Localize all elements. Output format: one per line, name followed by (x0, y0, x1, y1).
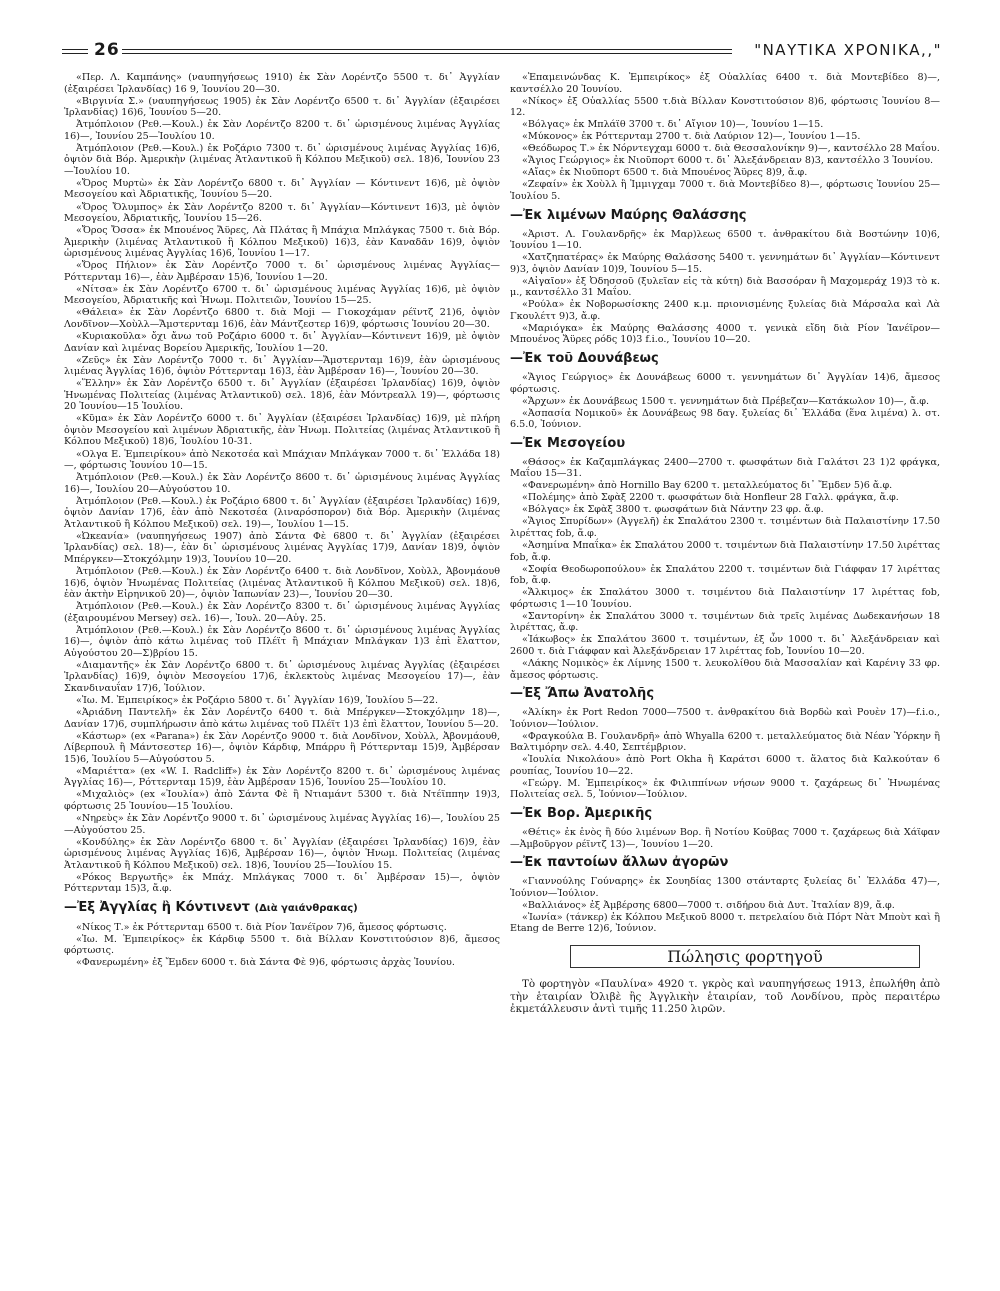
listing-paragraph: «Ἀριάδνη Παντελῆ» ἐκ Σὰν Λορέντζο 6400 τ. διὰ Μπέργκεν—Στοκχόλμην 18)—, Δανίαν 17)6, συμπλήρωσιν ἀπὸ κάτω λιμένας τοῦ Πλέϊτ 1)3 ἐπὶ ἔλαττον, Ἰουνίου 5—20. (64, 707, 500, 730)
listing-paragraph: «Ἰάκωβος» ἐκ Σπαλάτου 3600 τ. τσιμέντων, ἐξ ὧν 1000 τ. δι᾽ Ἀλεξάνδρειαν καὶ 2600 τ. διὰ Γιάφφαν καὶ Ἀλεξάνδρειαν 17 λιρέττας fob, Ἰουνίου 10—20. (510, 634, 940, 657)
listing-paragraph: «Βιργινία Σ.» (ναυπηγήσεως 1905) ἐκ Σὰν Λορέντζο 6500 τ. δι᾽ Ἀγγλίαν (ἐξαιρέσει Ἰρλανδίας) 16)6, Ἰουνίου 5—20. (64, 95, 500, 119)
listing-paragraph: «Ρόκος Βεργωτῆς» ἐκ Μπάχ. Μπλάγκας 7000 τ. δι᾽ Ἀμβέρσαν 15)—, ὀψιὸν Ρόττερνταμ 15)3, ἄ.φ. (64, 871, 500, 895)
listing-paragraph: «Αἰγαῖον» ἐξ Ὀδησσοῦ (ξυλεῖαν εἰς τὰ κύτη) διὰ Βασσόραν ἢ Μαχομεράχ 19)3 τὸ κ. μ., καντσέλλο 31 Μαΐου. (510, 275, 940, 299)
listing-paragraph: «Ὄρος Μυρτὼ» ἐκ Σὰν Λορέντζο 6800 τ. δι᾽ Ἀγγλίαν — Κόντινεντ 16)6, μὲ ὀψιὸν Μεσογείου καὶ Ἀδριατικῆς, Ἰουνίου 5—20. (64, 177, 500, 201)
listing-paragraph: Ἀτμόπλοιον (Ρεθ.—Κουλ.) ἐκ Σὰν Λορέντζο 6400 τ. διὰ Λονδῖνον, Χοὺλλ, Ἀβονμάουθ 16)6, ὀψιὸν Ἡνωμένας Πολιτείας (λιμένας Ἀτλαντικοῦ ἢ Κόλπου Μεξικοῦ) σελ. 18)6, ἐὰν ἀκτὴν Εἰρηνικοῦ 20)—, ὀψιὸν Ἰαπωνίαν 23)—, Ἰουνίου 20—30. (64, 565, 500, 601)
listing-paragraph: «Περ. Λ. Καμπάνης» (ναυπηγήσεως 1910) ἐκ Σὰν Λορέντζο 5500 τ. δι᾽ Ἀγγλίαν (ἐξαιρέσει Ἰρλανδίας) 16 9, Ἰουνίου 20—30. (64, 72, 500, 95)
listing-paragraph: «Νηρεὺς» ἐκ Σὰν Λορέντζο 9000 τ. δι᾽ ὡρισμένους λιμένας Ἀγγλίας 16)—, Ἰουλίου 25—Αὐγούστου 25. (64, 812, 500, 836)
listing-paragraph: «Ζεφαίν» ἐκ Χοὺλλ ἢ Ἰμμιγχαμ 7000 τ. διὰ Μοντεβίδεο 8)—, φόρτωσις Ἰουνίου 25—Ἰουλίου 5. (510, 179, 940, 202)
listing-paragraph: «Μιχαλιὸς» (ex «Ἰουλία») ἀπὸ Σάντα Φὲ ἢ Ντιαμάντ 5300 τ. διὰ Ντέϊππην 19)3, φόρτωσις 25 Ἰουνίου—15 Ἰουλίου. (64, 789, 500, 812)
left-listing (64, 72, 500, 895)
sale-paragraph: Τὸ φορτηγὸν «Παυλίνα» 4920 τ. γκρὸς καὶ ναυπηγήσεως 1913, ἐπωλήθη ἀπὸ τὴν ἑταιρίαν Ὀλιβὲ ἢς Ἀγγλικὴν ἑταιρίαν, τοῦ Λονδίνου, πρὸς περαιτέρω ἐκμετάλλευσιν ἀντὶ τιμῆς 11.250 λιρῶν. (510, 978, 940, 1016)
header-rule-middle (122, 49, 732, 54)
listing-paragraph: «Γεώργ. Μ. Ἐμπειρίκος» ἐκ Φιλιππίνων νήσων 9000 τ. ζαχάρεως δι᾽ Ἡνωμένας Πολιτείας σελ. 5, Ἰούνιον—Ἰούλιον. (510, 777, 940, 801)
listing-paragraph: Ἀτμόπλοιον (Ρεθ.—Κουλ.) ἐκ Ροζάριο 7300 τ. δι᾽ ὡρισμένους λιμένας Ἀγγλίας 16)6, ὀψιὸν διὰ Βόρ. Ἀμερικὴν (λιμένας Ἀτλαντικοῦ ἢ Κόλπου Μεξικοῦ) σελ. 18)6, Ἰουνίου 23—Ἰουλίου 10. (64, 142, 500, 177)
left-section-listing (64, 922, 500, 969)
section-heading: —Ἐκ Μεσογείου (510, 435, 626, 451)
listing-paragraph: Ἀτμόπλοιον (Ρεθ.—Κουλ.) ἐκ Σὰν Λορέντζο 8600 τ. δι᾽ ὡρισμένους λιμένας Ἀγγλίας 16)—, ὀψιὸν ἀπὸ κάτω λιμένας τοῦ Πλέϊτ ἢ Μπάχιαν Μπλάγκαν 1)3 ἐπὶ ἔλαττον, Αὐγούστου 20—Σ)βρίου 15. (64, 624, 500, 659)
section-heading: —Ἐξ Ἀγγλίας ἢ Κόντινεντ (Διὰ γαιάνθρακας) (64, 899, 358, 915)
listing-paragraph: «Θεόδωρος Τ.» ἐκ Νόρντεγχαμ 6000 τ. διὰ Θεσσαλονίκην 9)—, καντσέλλο 28 Μαΐου. (522, 143, 940, 155)
listing-paragraph: «Ὠκεανία» (ναυπηγήσεως 1907) ἀπὸ Σάντα Φὲ 6800 τ. δι᾽ Ἀγγλίαν (ἐξαιρέσει Ἰρλανδίας) σελ. 18)—, ἐὰν δι᾽ ὡρισμένους λιμένας Ἀγγλίας 17)9, Δανίαν 18)9, ὀψιὸν Μπέργκεν—Στοκχόλμην 19)3, Ἰουνίου 10—20. (64, 530, 500, 565)
listing-paragraph: «Μαριέττα» (ex «W. I. Radcliff») ἐκ Σὰν Λορέντζο 8200 τ. δι᾽ ὡρισμένους λιμένας Ἀγγλίας 16)—, Ρόττερνταμ 15)9, ἐὰν Ἀμβέρσαν 15)6, Ἰουνίου 25—Ἰουλίου 10. (64, 765, 500, 789)
listing-paragraph: «Βόλγας» ἐκ Μπλάϊθ 3700 τ. δι᾽ Αἴγιον 10)—, Ἰουνίου 1—15. (522, 119, 824, 131)
listing-paragraph: «Ἕλλην» ἐκ Σὰν Λορέντζο 6500 τ. δι᾽ Ἀγγλίαν (ἐξαιρέσει Ἰρλανδίας) 16)9, ὀψιὸν Ἡνωμένας Πολιτείας (λιμένας Ἀτλαντικοῦ) σελ. 18)6, ἐὰν Μόντρεαλλ 19)—, φόρτωσις 20 Ἰουνίου—15 Ἰουλίου. (64, 378, 500, 413)
listing-paragraph: «Θάσος» ἐκ Καζαμπλάγκας 2400—2700 τ. φωσφάτων διὰ Γαλάτσι 23 1)2 φράγκα, Μαΐου 15—31. (510, 456, 940, 480)
listing-paragraph: Ἀτμόπλοιον (Ρεθ.—Κουλ.) ἐκ Σὰν Λορέντζο 8300 τ. δι᾽ ὡρισμένους λιμένας Ἀγγλίας (ἐξαιρουμένου Mersey) σελ. 16)—, Ἰουλ. 20—Αὐγ. 25. (64, 601, 500, 624)
listing-paragraph: «Θέτις» ἐκ ἑνὸς ἢ δύο λιμένων Βορ. ἢ Νοτίου Κοῦβας 7000 τ. ζαχάρεως διὰ Χάϊφαν—Ἀμβοῦργον ρέϊντζ 13)—, Ἰουνίου 1—20. (510, 826, 940, 850)
listing-paragraph: «Ἀριστ. Λ. Γουλανδρῆς» ἐκ Μαρ)λεως 6500 τ. ἀνθρακίτου διὰ Βοστώνην 10)6, Ἰουνίου 1—10. (510, 228, 940, 252)
listing-paragraph: «Βαλλιάνος» ἐξ Ἀμβέρσης 6800—7000 τ. σιδήρου διὰ Δυτ. Ἰταλίαν 8)9, ἄ.φ. (522, 899, 895, 911)
listing-paragraph: «Ἰωνία» (τάνκερ) ἐκ Κόλπου Μεξικοῦ 8000 τ. πετρελαίου διὰ Πόρτ Νὰτ Μποὺτ καὶ ἢ Etang de Berre 12)6, Ἰούνιον. (510, 911, 940, 935)
listing-paragraph: «Αἴας» ἐκ Νιοῦπορτ 6500 τ. διὰ Μπουένος Ἄϋρες 8)9, ἄ.φ. (522, 167, 808, 179)
page-header (62, 40, 942, 62)
listing-paragraph: «Κονδύλης» ἐκ Σὰν Λορέντζο 6800 τ. δι᾽ Ἀγγλίαν (ἐξαιρέσει Ἰρλανδίας) 16)9, ἐὰν ὡρισμένους λιμένας Ἀγγλίας 16)6, Ἀμβέρσαν 16)—, ὀψιὸν Ἡνωμ. Πολιτείας (λιμένας Ἀτλαντικοῦ ἢ Κόλπου Μεξικοῦ) σελ. 18)6, Ἰουνίου 25—Ἰουλίου 15. (64, 836, 500, 871)
listing-paragraph: «Ὄρος Ὄσσα» ἐκ Μπουένος Ἄϋρες, Λὰ Πλάτας ἢ Μπάχια Μπλάγκας 7500 τ. διὰ Βόρ. Ἀμερικὴν (λιμένας Ἀτλαντικοῦ ἢ Κόλπου Μεξικοῦ) 16)3, ἐὰν Καναδᾶν 16)9, ὀψιὸν ὡρισμένους λιμένας Ἀγγλίας 16)6, Ἰουνίου 1—17. (64, 225, 500, 260)
publication-title: "ΝΑΥΤΙΚΑ ΧΡΟΝΙΚΑ,," (754, 41, 942, 59)
right-intro-listing (510, 72, 940, 203)
listing-paragraph: «Μύκονος» ἐκ Ρόττερνταμ 2700 τ. διὰ Λαύριον 12)—, Ἰουνίου 1—15. (522, 131, 861, 143)
section-listing (510, 229, 940, 346)
listing-paragraph: Ἀτμόπλοιον (Ρεθ.—Κουλ.) ἐκ Σὰν Λορέντζο 8600 τ. δι᾽ ὡρισμένους λιμένας Ἀγγλίας 16)—, Ἰουλίου 20—Αὐγούστου 10. (64, 472, 500, 495)
header-rule-left (62, 49, 88, 54)
listing-paragraph: «Νίτσα» ἐκ Σὰν Λορέντζο 6700 τ. δι᾽ ὡρισμένους λιμένας Ἀγγλίας 16)6, μὲ ὀψιὸν Μεσογείου, Ἀδριατικῆς καὶ Ἡνωμ. Πολιτειῶν, Ἰουνίου 15—25. (64, 283, 500, 307)
listing-paragraph: «Κάστωρ» (ex «Parana») ἐκ Σὰν Λορέντζο 9000 τ. διὰ Λονδῖνον, Χοὺλλ, Ἀβονμάουθ, Λίβερπουλ ἢ Μάντσεστερ 16)—, ὀψιὸν Κάρδιφ, Μπάρρυ ἢ Ρόττερνταμ 15)9, Ἀμβέρσαν 15)6, Ἰουλίου 5—Αὐγούστου 5. (64, 730, 500, 765)
listing-paragraph: «Ἅγιος Σπυρίδων» (Ἀγγελῆ) ἐκ Σπαλάτου 2300 τ. τσιμέντων διὰ Παλαιστίνην 17.50 λιρέττας fob, ἄ.φ. (510, 516, 940, 539)
listing-paragraph: «Κυριακοῦλα» ὄχι ἄνω τοῦ Ροζάριο 6000 τ. δι᾽ Ἀγγλίαν—Κόντινεντ 16)9, μὲ ὀψιὸν Δανίαν καὶ λιμένας Βορείου Ἀμερικῆς, Ἰουλίου 1—20. (64, 331, 500, 354)
right-sections (510, 208, 940, 935)
listing-paragraph: «Κῦμα» ἐκ Σὰν Λορέντζο 6000 τ. δι᾽ Ἀγγλίαν (ἐξαιρέσει Ἰρλανδίας) 16)9, μὲ πλήρη ὀψιὸν Μεσογείου καὶ λιμένων Ἀδριατικῆς, ἐὰν Ἡνωμ. Πολιτείας (λιμένας Ἀτλαντικοῦ ἢ Κόλπου Μεξικοῦ) 18)6, Ἰουλίου 10-31. (64, 413, 500, 448)
listing-paragraph: «Ἰω. Μ. Ἐμπειρίκος» ἐκ Κάρδιφ 5500 τ. διὰ Βίλλαν Κονστιτούσιον 8)6, ἄμεσος φόρτωσις. (64, 933, 500, 957)
listing-paragraph: «Φανερωμένη» ἐξ Ἔμδεν 6000 τ. διὰ Σάντα Φὲ 9)6, φόρτωσις ἀρχὰς Ἰουνίου. (76, 957, 455, 969)
section-heading: —Ἐκ παντοίων ἄλλων ἀγορῶν (510, 855, 729, 871)
section-listing (510, 876, 940, 935)
listing-paragraph: «Ἐπαμεινώνδας Κ. Ἐμπειρίκος» ἐξ Οὐαλλίας 6400 τ. διὰ Μοντεβίδεο 8)—, καντσέλλο 20 Ἰουνίου. (510, 72, 940, 95)
listing-paragraph: Ἀτμόπλοιον (Ρεθ.—Κουλ.) ἐκ Σὰν Λορέντζο 8200 τ. δι᾽ ὡρισμένους λιμένας Ἀγγλίας 16)—, Ἰουνίου 25—Ἰουλίου 10. (64, 119, 500, 142)
listing-paragraph: «Γιαννούλης Γούναρης» ἐκ Σουηδίας 1300 στάνταρτς ξυλείας δι᾽ Ἑλλάδα 47)—, Ἰούνιον—Ἰούλιον. (510, 876, 940, 899)
listing-paragraph: «Ὄρος Ὄλυμπος» ἐκ Σὰν Λορέντζο 8200 τ. δι᾽ Ἀγγλίαν—Κόντινεντ 16)3, μὲ ὀψιὸν Μεσογείου, Ἀδριατικῆς, Ἰουνίου 15—26. (64, 201, 500, 225)
section-heading: —Ἐκ λιμένων Μαύρης Θαλάσσης (510, 207, 747, 223)
listing-paragraph: «Ολγα Ε. Ἐμπειρίκου» ἀπὸ Νεκοτσέα καὶ Μπάχιαν Μπλάγκαν 7000 τ. δι᾽ Ἑλλάδα 18)—, φόρτωσις Ἰουνίου 10—15. (64, 448, 500, 472)
listing-paragraph: «Μαριόγκα» ἐκ Μαύρης Θαλάσσης 4000 τ. γενικὰ εἴδη διὰ Ρίον Ἰανέϊρον—Μπουένος Ἄϋρες ρόδς 10)3 f.i.o., Ἰουνίου 10—20. (510, 322, 940, 346)
sale-notice (510, 978, 940, 1016)
listing-paragraph: «Ἄλκιμος» ἐκ Σπαλάτου 3000 τ. τσιμέντου διὰ Παλαιστίνην 17 λιρέττας fob, φόρτωσις 1—10 Ἰουνίου. (510, 587, 940, 610)
listing-paragraph: «Ἅγιος Γεώργιος» ἐκ Νιοῦπορτ 6000 τ. δι᾽ Ἀλεξάνδρειαν 8)3, καντσέλλο 3 Ἰουνίου. (522, 155, 934, 167)
listing-paragraph: «Ἀλίκη» ἐκ Port Redon 7000—7500 τ. ἀνθρακίτου διὰ Βορδὼ καὶ Ρουὲν 17)—f.i.o., Ἰούνιον—Ἰούλιον. (510, 707, 940, 730)
listing-paragraph: «Χατζηπατέρας» ἐκ Μαύρης Θαλάσσης 5400 τ. γεννημάτων δι᾽ Ἀγγλίαν—Κόντινεντ 9)3, ὀψιὸν Δανίαν 10)9, Ἰουνίου 5—15. (510, 252, 940, 275)
section-heading: —Ἐκ Βορ. Ἀμερικῆς (510, 805, 653, 821)
listing-paragraph: «Βόλγας» ἐκ Σφὰξ 3800 τ. φωσφάτων διὰ Νάντην 23 φρ. ἄ.φ. (522, 504, 824, 516)
listing-paragraph: «Ζεῦς» ἐκ Σὰν Λορέντζο 7000 τ. δι᾽ Ἀγγλίαν—Ἄμστερνταμ 16)9, ἐὰν ὡρισμένους λιμένας Ἀγγλίας 16)6, ὀψιὸν Ρόττερνταμ 16)3, ἐὰν Ἀμβέρσαν 16)—, Ἰουνίου 20—30. (64, 354, 500, 378)
listing-paragraph: «Νίκος Τ.» ἐκ Ρόττερνταμ 6500 τ. διὰ Ρίον Ἰανέϊρον 7)6, ἄμεσος φόρτωσις. (76, 921, 447, 933)
listing-paragraph: «Ὄρος Πήλιον» ἐκ Σὰν Λορέντζο 7000 τ. δι᾽ ὡρισμένους λιμένας Ἀγγλίας—Ρόττερνταμ 16)—, ἐὰν Ἀμβέρσαν 15)6, Ἰουνίου 1—20. (64, 260, 500, 283)
section-heading: —Ἐξ Ἄπω Ἀνατολῆς (510, 686, 655, 702)
section-heading: —Ἐκ τοῦ Δουνάβεως (510, 350, 659, 366)
sale-box-title: Πώλησις φορτηγοῦ (570, 945, 920, 969)
listing-paragraph: «Ἀσημίνα Μπαΐκα» ἐκ Σπαλάτου 2000 τ. τσιμέντων διὰ Παλαιστίνην 17.50 λιρέττας fob, ἄ.φ. (510, 540, 940, 563)
right-column (510, 72, 940, 1016)
listing-paragraph: Ἀτμόπλοιον (Ρεθ.—Κουλ.) ἐκ Ροζάριο 6800 τ. δι᾽ Ἀγγλίαν (ἐξαιρέσει Ἰρλανδίας) 16)9, ὀψιὸν Δανίαν 17)6, ἐὰν ἀπὸ Νεκοτσέα (λιναρόσπορον) διὰ Βόρ. Ἀμερικὴν (λιμένας Ἀτλαντικοῦ ἢ Κόλπου Μεξικοῦ) σελ. 19)—, Ἰουλίου 1—15. (64, 495, 500, 530)
listing-paragraph: «Ἀσπασία Νομικοῦ» ἐκ Δουνάβεως 98 δαγ. ξυλείας δι᾽ Ἑλλάδα (ἕνα λιμένα) λ. στ. 6.5.0, Ἰούνιον. (510, 407, 940, 431)
page-number: 26 (94, 40, 120, 60)
listing-paragraph: «Ἄρχων» ἐκ Δουνάβεως 1500 τ. γεννημάτων διὰ Πρέβεζαν—Κατάκωλον 10)—, ἄ.φ. (522, 395, 930, 407)
listing-paragraph: «Ἰουλία Νικολάου» ἀπὸ Port Okha ἢ Καράτσι 6000 τ. ἅλατος διὰ Καλκούταν 6 ρουπίας, Ἰουνίου 10—22. (510, 754, 940, 777)
listing-paragraph: «Διαμαντῆς» ἐκ Σὰν Λορέντζο 6800 τ. δι᾽ ὡρισμένους λιμένας Ἀγγλίας (ἐξαιρέσει Ἰρλανδίας) 16)9, ὀψιὸν Μεσογείου 17)6, ἐκλεκτοὺς λιμένας Μεσογείου 17)—, ἐὰν Σκανδιναυΐαν 17)6, Ἰούλιον. (64, 659, 500, 694)
section-listing (510, 457, 940, 681)
listing-paragraph: «Νίκος» ἐξ Οὐαλλίας 5500 τ.διὰ Βίλλαν Κονστιτούσιον 8)6, φόρτωσις Ἰουνίου 8—12. (510, 95, 940, 119)
section-listing (510, 372, 940, 431)
listing-paragraph: «Φανερωμένη» ἀπὸ Hornillo Bay 6200 τ. μεταλλεύματος δι᾽ Ἔμδεν 5)6 ἄ.φ. (522, 480, 893, 492)
listing-paragraph: «Πολέμης» ἀπὸ Σφὰξ 2200 τ. φωσφάτων διὰ Honfleur 28 Γαλλ. φράγκα, ἄ.φ. (522, 492, 899, 504)
listing-paragraph: «Φραγκούλα Β. Γουλανδρῆ» ἀπὸ Whyalla 6200 τ. μεταλλεύματος διὰ Νέαν Ὑόρκην ἢ Βαλτιμόρην σελ. 4.40, Σεπτέμβριον. (510, 730, 940, 754)
listing-paragraph: «Ἰω. Μ. Ἐμπειρίκος» ἐκ Ροζάριο 5800 τ. δι᾽ Ἀγγλίαν 16)9, Ἰουλίου 5—22. (76, 694, 439, 706)
listing-paragraph: «Ρούλα» ἐκ Νοβορωσίσκης 2400 κ.μ. πριονισμένης ξυλείας διὰ Μάρσαλα καὶ Λὰ Γκουλέττ 9)3, ἄ.φ. (510, 299, 940, 322)
section-listing (510, 707, 940, 801)
listing-paragraph: «Ἅγιος Γεώργιος» ἐκ Δουνάβεως 6000 τ. γεννημάτων δι᾽ Ἀγγλίαν 14)6, ἄμεσος φόρτωσις. (510, 371, 940, 395)
listing-paragraph: «Σαντορίνη» ἐκ Σπαλάτου 3000 τ. τσιμέντων διὰ τρεῖς λιμένας Δωδεκανήσων 18 λιρέττας, ἄ.φ. (510, 610, 940, 634)
listing-paragraph: «Θάλεια» ἐκ Σὰν Λορέντζο 6800 τ. διὰ Moji — Γιοκοχάμαν ρέϊντζ 21)6, ὀψιὸν Λονδῖνον—Χοὺλλ—Ἄμστερνταμ 16)6, ἐὰν Μάντζεστερ 16)9, φόρτωσις Ἰουνίου 20—30. (64, 307, 500, 330)
listing-paragraph: «Σοφία Θεοδωροπούλου» ἐκ Σπαλάτου 2200 τ. τσιμέντων διὰ Γιάφφαν 17 λιρέττας fob, ἄ.φ. (510, 563, 940, 587)
left-column (64, 72, 500, 969)
section-listing (510, 827, 940, 850)
listing-paragraph: «Λάκης Νομικὸς» ἐκ Λίμνης 1500 τ. λευκολίθου διὰ Μασσαλίαν καὶ Καρένιγ 33 φρ. ἄμεσος φόρτωσις. (510, 658, 940, 681)
